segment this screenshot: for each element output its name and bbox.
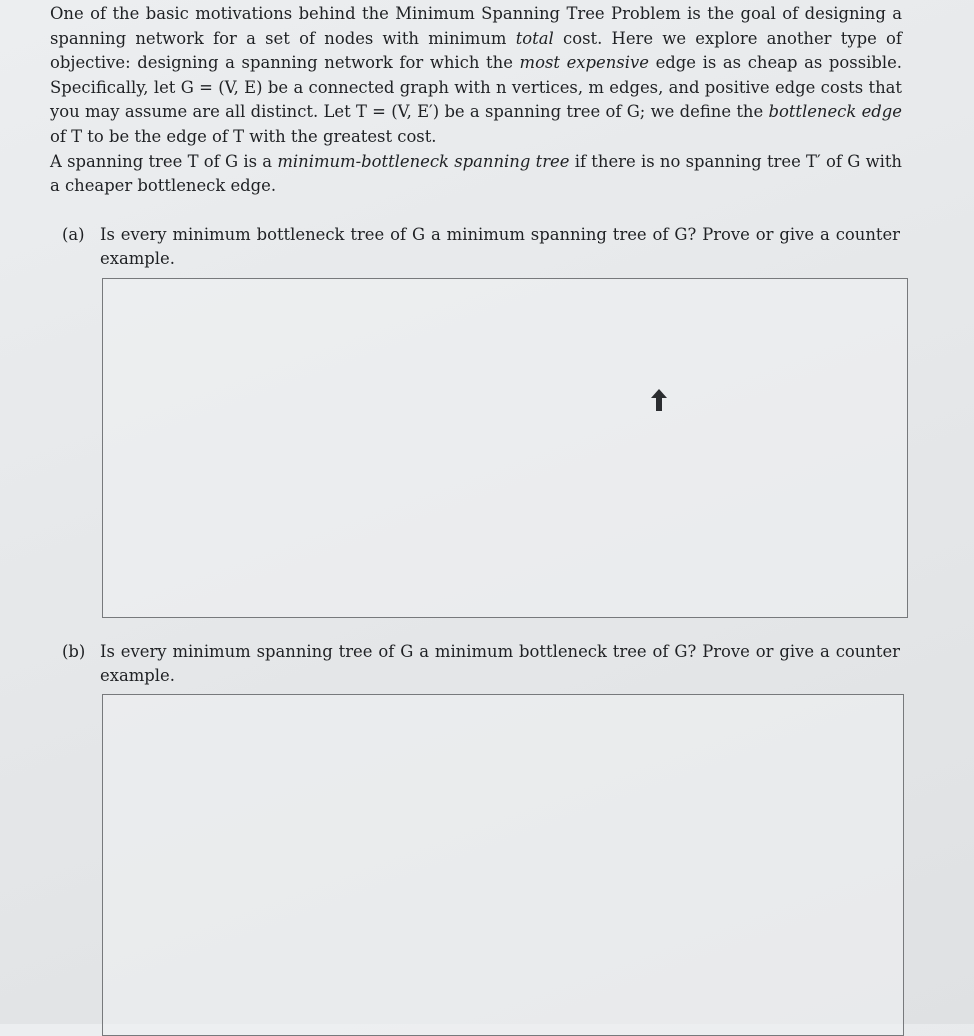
intro-paragraph-1 bbox=[50, 2, 902, 150]
problem-statement bbox=[50, 2, 902, 199]
intro-text-2b: minimum-bottleneck spanning tree bbox=[277, 151, 570, 171]
answer-box-b[interactable] bbox=[102, 694, 904, 1036]
question-a bbox=[62, 223, 900, 271]
intro-text-1a: One of the basic motivations behind the Minimum Spanning Tree Problem is the goal of designing a spanning network for a set of nodes with minimum bbox=[50, 4, 902, 48]
intro-text-1g: of T to be the edge of T with the greatest cost. bbox=[50, 126, 437, 146]
intro-text-1f: bottleneck edge bbox=[768, 102, 902, 122]
intro-text-1d: most expensive bbox=[519, 53, 649, 73]
question-a-text: Is every minimum bottleneck tree of G a minimum spanning tree of G? Prove or give a counter example. bbox=[100, 225, 900, 268]
intro-text-1c: cost. Here we explore another type of objective: designing a spanning network for which the bbox=[50, 28, 902, 73]
question-b-label: (b) bbox=[62, 642, 86, 661]
intro-text-2a: A spanning tree T of G is a bbox=[50, 151, 278, 171]
intro-paragraph-2 bbox=[50, 150, 902, 199]
intro-text-1e: edge is as cheap as possible. Specifically, let G = (V, E) be a connected graph with n vertices, m edges, and positive edge costs that you may assume are all distinct. Let T = (V, E′) be a spanning tree of G; we define the bbox=[50, 53, 902, 122]
intro-text-2c: if there is no spanning tree T′ of G with a cheaper bottleneck edge. bbox=[50, 151, 902, 196]
answer-box-a[interactable] bbox=[102, 278, 908, 618]
question-a-label: (a) bbox=[62, 225, 85, 244]
question-b-text: Is every minimum spanning tree of G a minimum bottleneck tree of G? Prove or give a counter example. bbox=[100, 642, 900, 685]
question-b bbox=[62, 640, 900, 688]
intro-text-1b: total bbox=[515, 28, 554, 48]
mouse-pointer-icon bbox=[650, 388, 668, 412]
